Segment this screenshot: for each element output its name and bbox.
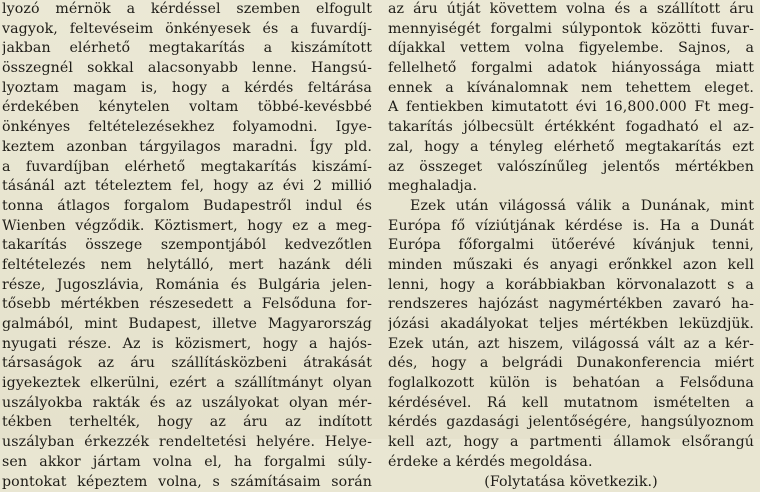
right-column-text-line: dés, hogy a belgrádi Dunakonferencia miért (388, 354, 754, 374)
left-column-text-line: lyozó mérnök a kérdéssel szemben elfogult (2, 0, 372, 20)
right-column-text-line: kérdésével. Rá kell mutatnom ismételten a (388, 394, 754, 414)
right-column-text-line: az áru útját követtem volna és a szállított áru (388, 0, 754, 20)
right-column-text-line: Ezek után, azt hiszem, világossá vált az a kér- (388, 335, 754, 355)
right-column-text-line: mennyiségét forgalmi súlypontok közötti fuvar- (388, 20, 754, 40)
right-column-text-line: minden műszaki és anyagi erőnkkel azon kell (388, 256, 754, 276)
right-column-text-line: takarítás jólbecsült értékként fogadható el az- (388, 118, 754, 138)
left-column-text-line: tékben terhelték, hogy az áru az indított (2, 413, 372, 433)
right-column-text-line: lenni, hogy a korábbiakban körvonalazott s a (388, 276, 754, 296)
left-column-text-line: sen akkor jártam volna el, ha forgalmi súly- (2, 453, 372, 473)
left-column-text-line: Wienben végződik. Köztismert, hogy ez a meg- (2, 217, 372, 237)
right-column-text-line: kérdés gazdasági jelentőségére, hangsúlyoznom (388, 413, 754, 433)
left-column-text-line: a fuvardíjban elérhető megtakarítás kiszámí- (2, 158, 372, 178)
right-column-text-line: az összeget valószínűleg jelentős mértékben (388, 158, 754, 178)
left-column-text-line: lyoztam magam is, hogy a kérdés feltárása (2, 79, 372, 99)
left-column-text-line: galmából, mint Budapest, illetve Magyarország (2, 315, 372, 335)
left-column-text-line: uszályokba rakták és az uszályokat olyan mér- (2, 394, 372, 414)
left-column-text-line: pontokat képeztem volna, s számításaim során (2, 473, 372, 492)
right-column-text-line: rendszeres hajózást nagymértékben zavaró ha- (388, 295, 754, 315)
right-column-text-line: fellelhető forgalmi adatok hiányossága miatt (388, 59, 754, 79)
left-column-text-line: tonna átlagos forgalom Budapestről indul és (2, 197, 372, 217)
left-column-text-line: érdekében kénytelen voltam többé-kevésbbé (2, 98, 372, 118)
right-column-text-line: meghaladja. (388, 177, 754, 197)
right-column-text-line: zal, hogy a tényleg elérhető megtakarítás ezt (388, 138, 754, 158)
right-column-text-line: kell azt, hogy a partmenti államok elsőrangú (388, 433, 754, 453)
left-column-text-line: keztem azonban tárgyilagos maradni. Így pld. (2, 138, 372, 158)
left-column-text-line: önkényes feltételezésekhez folyamodni. Igye- (2, 118, 372, 138)
left-column-text-line: jakban elérhető megtakarítás a kiszámított (2, 39, 372, 59)
left-column-text-line: része, Jugoszlávia, Románia és Bulgária jelen- (2, 276, 372, 296)
left-column-text-line: igyekeztek elkerülni, ezért a szállítmányt olyan (2, 374, 372, 394)
left-column-text-line: társaságok az áru szállításközbeni átrakását (2, 354, 372, 374)
left-column-text-line: nyugati része. Az is közismert, hogy a hajós- (2, 335, 372, 355)
right-column (388, 0, 754, 492)
right-column-text-line: érdeke a kérdés megoldása. (388, 453, 754, 473)
left-column (2, 0, 372, 492)
left-column-text-line: összegnél sokkal alacsonyabb lenne. Hangsú- (2, 59, 372, 79)
left-column-text-line: takarítás összege szempontjából kedvezőtlen (2, 236, 372, 256)
right-column-text-line: ennek a kívánalomnak nem tehettem eleget. (388, 79, 754, 99)
left-column-text-line: tősebb mértékben részesedett a Felsőduna for- (2, 295, 372, 315)
right-column-text-line: A fentiekben kimutatott évi 16,800.000 Ft meg- (388, 98, 754, 118)
right-column-text-line: (Folytatása következik.) (388, 473, 754, 492)
right-column-text-line: foglalkozott külön is behatóan a Felsőduna (388, 374, 754, 394)
right-column-text-line: józási akadályokat teljes mértékben leküzdjük. (388, 315, 754, 335)
right-column-text-line: Európa fő víziútjának kérdése is. Ha a Dunát (388, 217, 754, 237)
right-column-text-line: Ezek után világossá válik a Dunának, mint (388, 197, 754, 217)
left-column-text-line: vagyok, feltevéseim önkényesek és a fuvardíj- (2, 20, 372, 40)
left-column-text-line: uszályban érkezzék rendeltetési helyére. Helye- (2, 433, 372, 453)
left-column-text-line: tásánál azt tételeztem fel, hogy az évi 2 millió (2, 177, 372, 197)
right-column-text-line: Európa főforgalmi ütőerévé kívánjuk tenni, (388, 236, 754, 256)
right-column-text-line: díjakkal vettem volna figyelembe. Sajnos, a (388, 39, 754, 59)
left-column-text-line: feltételezés nem helytálló, mert hazánk déli (2, 256, 372, 276)
